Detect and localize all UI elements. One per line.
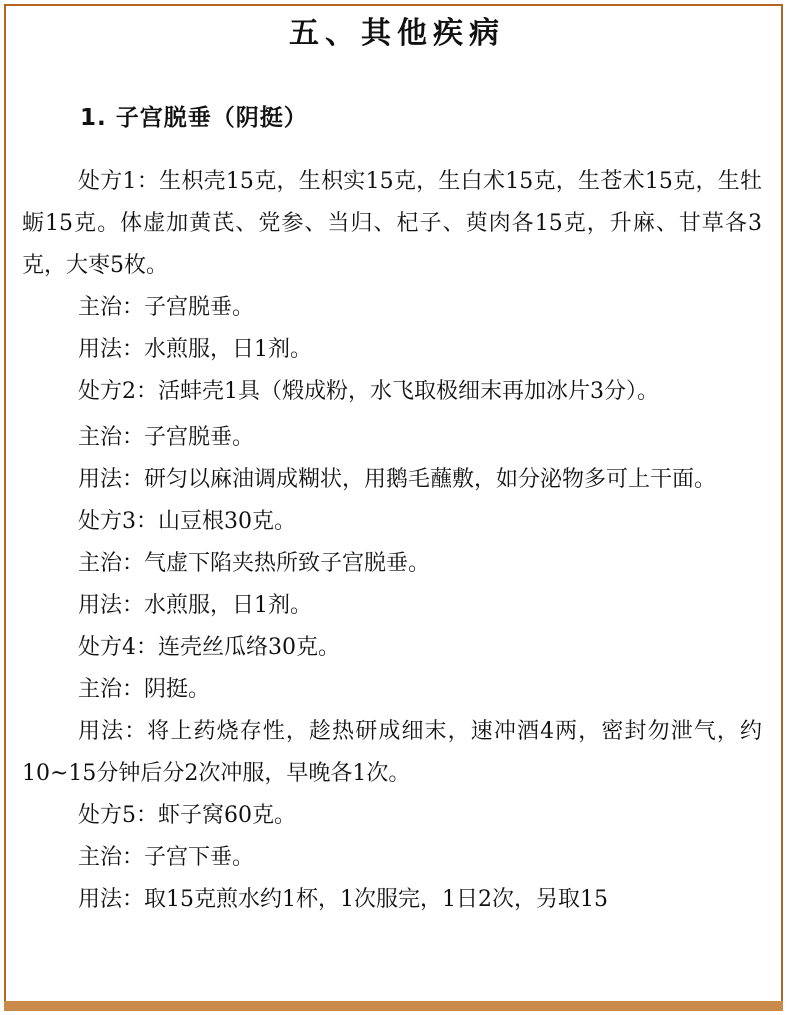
paragraph-usage-4: 用法：将上药烧存性，趁热研成细末，速冲酒4两，密封勿泄气，约10~15分钟后分2次冲服，早晚各1次。 [22,719,762,786]
paragraph-prescription-4: 处方4：连壳丝瓜络30克。 [78,635,340,660]
paragraph-indication-1: 主治：子宫脱垂。 [78,295,255,320]
paragraph-usage-3: 用法：水煎服，日1剂。 [78,593,312,618]
paragraph-prescription-5: 处方5：虾子窝60克。 [78,803,296,828]
chapter-title: 五、其他疾病 [289,16,505,51]
paragraph-indication-3: 主治：气虚下陷夹热所致子宫脱垂。 [78,551,431,576]
paragraph-usage-1: 用法：水煎服，日1剂。 [78,337,312,362]
paragraph-usage-2: 用法：研匀以麻油调成糊状，用鹅毛蘸敷，如分泌物多可上干面。 [78,467,717,492]
paragraph-prescription-2: 处方2：活蚌壳1具（煅成粉，水飞取极细末再加冰片3分）。 [78,379,659,404]
paragraph-indication-5: 主治：子宫下垂。 [78,845,255,870]
paragraph-indication-2: 主治：子宫脱垂。 [78,425,255,450]
paragraph-indication-4: 主治：阴挺。 [78,677,211,702]
frame-bottom-band [4,1001,783,1011]
paragraph-prescription-1: 处方1：生枳壳15克，生枳实15克，生白术15克，生苍术15克，生牡蛎15克。体虚加黄芪、党参、当归、杞子、萸肉各15克，升麻、甘草各3克，大枣5枚。 [22,169,762,278]
body-text [22,161,762,921]
paragraph-usage-5: 用法：取15克煎水约1杯，1次服完，1日2次，另取15 [78,887,608,912]
paragraph-prescription-3: 处方3：山豆根30克。 [78,509,296,534]
section-title: 1. 子宫脱垂（阴挺） [80,105,308,131]
